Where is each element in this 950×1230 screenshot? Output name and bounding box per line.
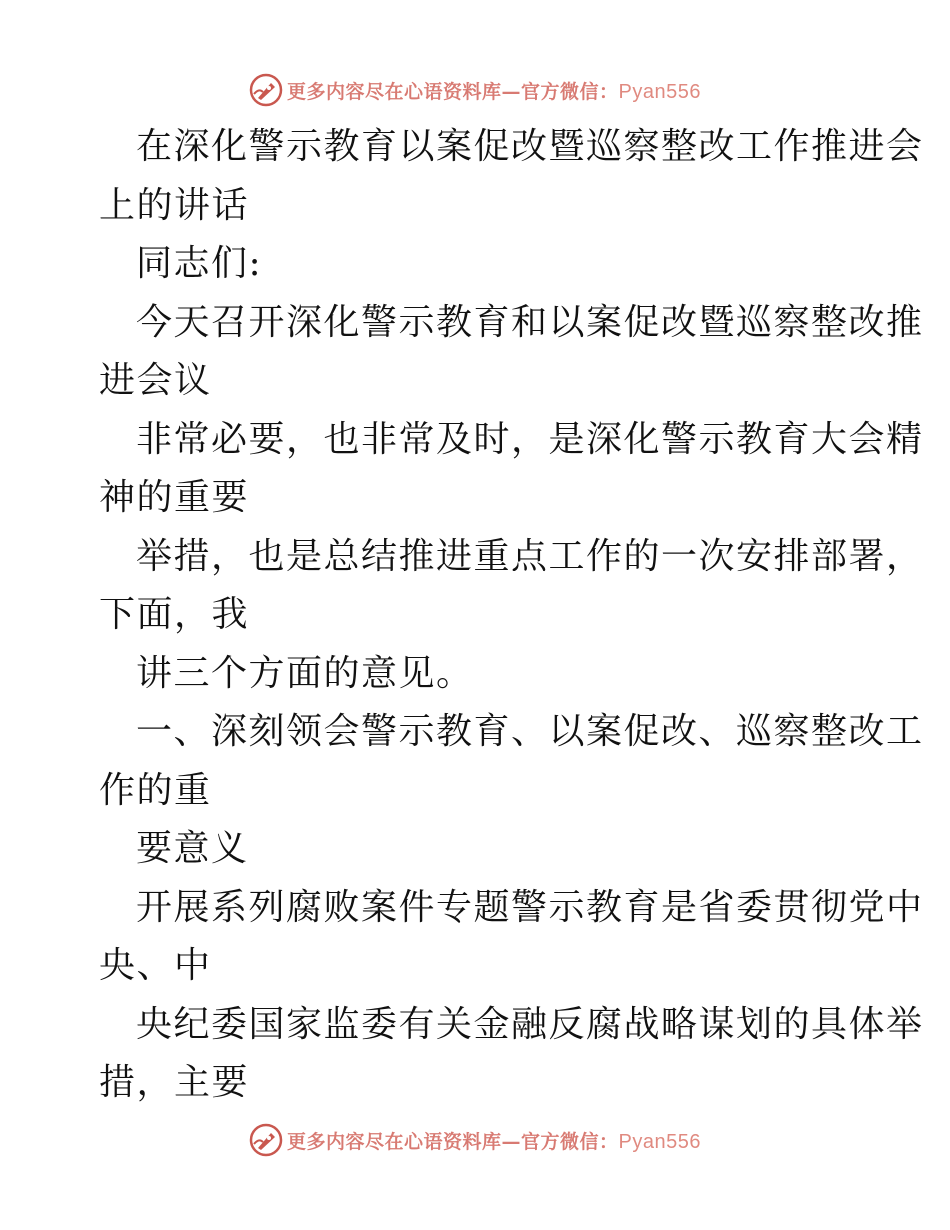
text-line: 上的讲话 [99, 184, 250, 226]
text-line: 作的重 [99, 769, 212, 811]
watermark-wechat-id: Pyan556 [618, 80, 701, 103]
watermark-main-text: 更多内容尽在心语资料库—官方微信： [287, 80, 619, 103]
footer-watermark [0, 1120, 950, 1160]
text-line: 举措，也是总结推进重点工作的一次安排部署， [136, 535, 924, 577]
header-watermark [0, 70, 950, 110]
text-line: 央、中 [99, 945, 212, 986]
text-line: 在深化警示教育以案促改暨巡察整改工作推进会 [136, 126, 924, 167]
text-line: 进会议 [99, 360, 212, 401]
text-line: 下面，我 [99, 594, 250, 635]
pen-nib-logo-icon [249, 73, 283, 107]
watermark-main-text: 更多内容尽在心语资料库—官方微信： [287, 1130, 619, 1153]
text-line: 神的重要 [99, 477, 250, 518]
text-line: 措，主要 [99, 1062, 250, 1103]
text-line: 一、深刻领会警示教育、以案促改、巡察整改工 [136, 711, 924, 752]
pen-nib-logo-icon [249, 1123, 283, 1157]
watermark-wechat-id: Pyan556 [618, 1130, 701, 1153]
text-line: 开展系列腐败案件专题警示教育是省委贯彻党中 [136, 886, 924, 928]
text-line: 要意义 [136, 828, 249, 869]
document-body [99, 118, 924, 1113]
text-line: 讲三个方面的意见。 [136, 652, 474, 694]
text-line: 央纪委国家监委有关金融反腐战略谋划的具体举 [136, 1003, 924, 1045]
watermark-text [287, 1127, 701, 1154]
text-line: 非常必要，也非常及时，是深化警示教育大会精 [136, 418, 924, 460]
watermark-text [287, 77, 701, 104]
text-line: 今天召开深化警示教育和以案促改暨巡察整改推 [136, 301, 924, 343]
text-line: 同志们: [136, 243, 263, 284]
